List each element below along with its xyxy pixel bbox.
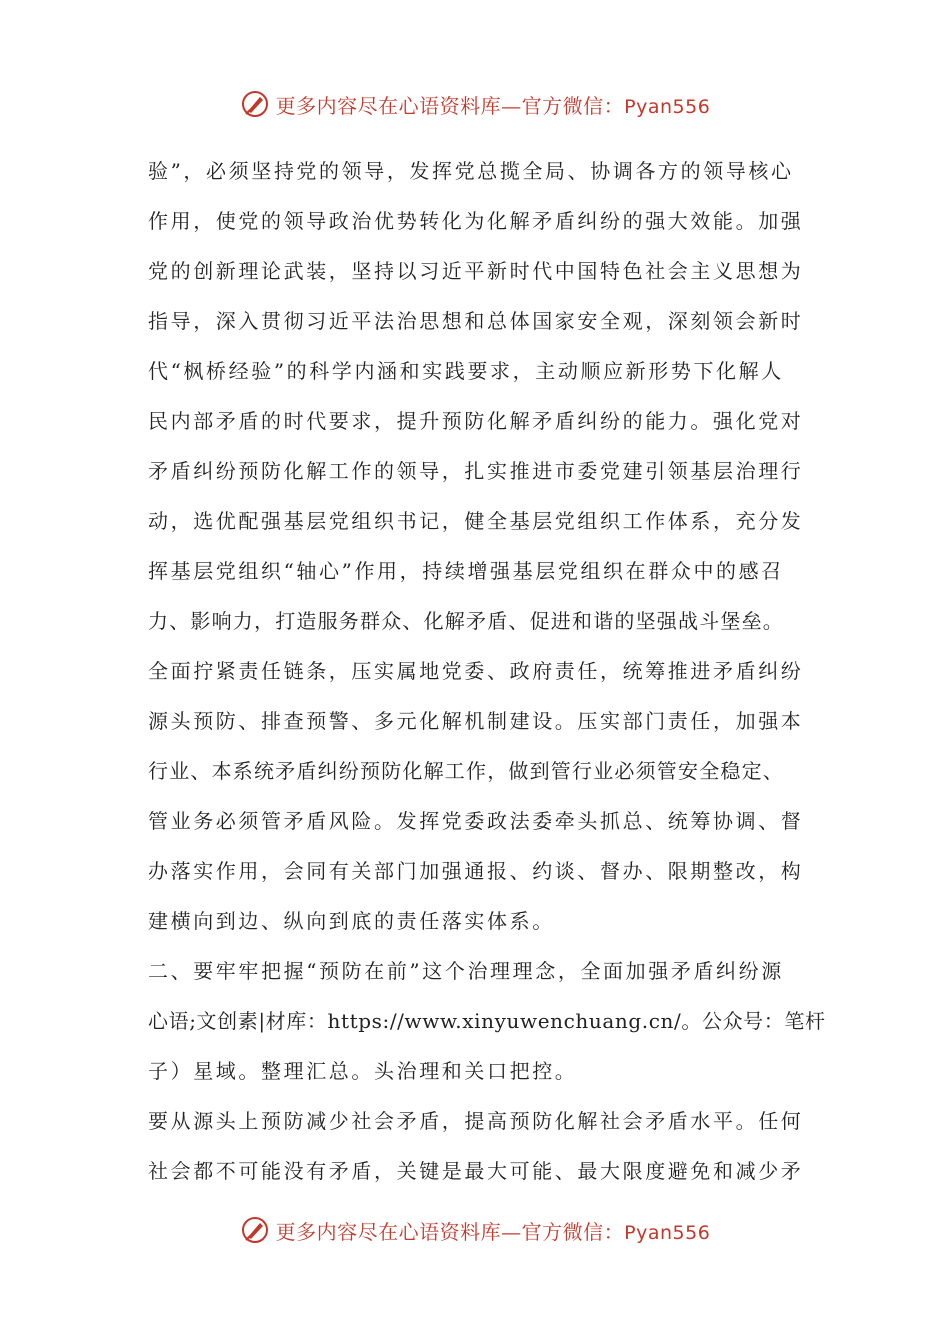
text-line: 办落实作用，会同有关部门加强通报、约谈、督办、限期整改，构 [148,859,804,883]
quill-logo-icon [240,1215,270,1245]
text-line: 全面拧紧责任链条，压实属地党委、政府责任，统筹推进矛盾纠纷 [148,659,804,683]
section-heading: 二、要牢牢把握“预防在前”这个治理理念，全面加强矛盾纠纷源 [148,959,784,983]
text-line: 代“枫桥经验”的科学内涵和实践要求，主动顺应新形势下化解人 [148,359,784,383]
text-line: 子）星域。整理汇总。头治理和关口把控。 [148,1059,578,1083]
header-banner [0,84,950,124]
header-banner-text: 更多内容尽在心语资料库—官方微信：Pyan556 [275,93,711,118]
text-line: 行业、本系统矛盾纠纷预防化解工作，做到管行业必须管安全稳定、 [148,759,784,783]
text-line: 心语;文创素|材库：https://www.xinyuwenchuang.cn/。公众号：笔杆 [148,1009,826,1033]
text-line: 动，选优配强基层党组织书记，健全基层党组织工作体系，充分发 [148,509,804,533]
text-line: 力、影响力，打造服务群众、化解矛盾、促进和谐的坚强战斗堡垒。 [148,609,784,633]
text-line: 挥基层党组织“轴心”作用，持续增强基层党组织在群众中的感召 [148,559,784,583]
text-line: 矛盾纠纷预防化解工作的领导，扎实推进市委党建引领基层治理行 [148,459,804,483]
quill-logo-icon [240,89,270,119]
text-line: 党的创新理论武装，坚持以习近平新时代中国特色社会主义思想为 [148,259,804,283]
text-line: 建横向到边、纵向到底的责任落实体系。 [148,909,555,933]
footer-banner [0,1210,950,1250]
text-line: 源头预防、排查预警、多元化解机制建设。压实部门责任，加强本 [148,709,804,733]
text-line: 要从源头上预防减少社会矛盾，提高预防化解社会矛盾水平。任何 [148,1109,804,1133]
text-line: 民内部矛盾的时代要求，提升预防化解矛盾纠纷的能力。强化党对 [148,409,804,433]
text-line: 验”，必须坚持党的领导，发挥党总揽全局、协调各方的领导核心 [148,159,794,183]
text-line: 作用，使党的领导政治优势转化为化解矛盾纠纷的强大效能。加强 [148,209,804,233]
footer-banner-text: 更多内容尽在心语资料库—官方微信：Pyan556 [275,1219,711,1244]
text-line: 指导，深入贯彻习近平法治思想和总体国家安全观，深刻领会新时 [148,309,804,333]
document-body [148,146,828,1196]
text-line: 管业务必须管矛盾风险。发挥党委政法委牵头抓总、统筹协调、督 [148,809,804,833]
text-line: 社会都不可能没有矛盾，关键是最大可能、最大限度避免和减少矛 [148,1159,804,1183]
